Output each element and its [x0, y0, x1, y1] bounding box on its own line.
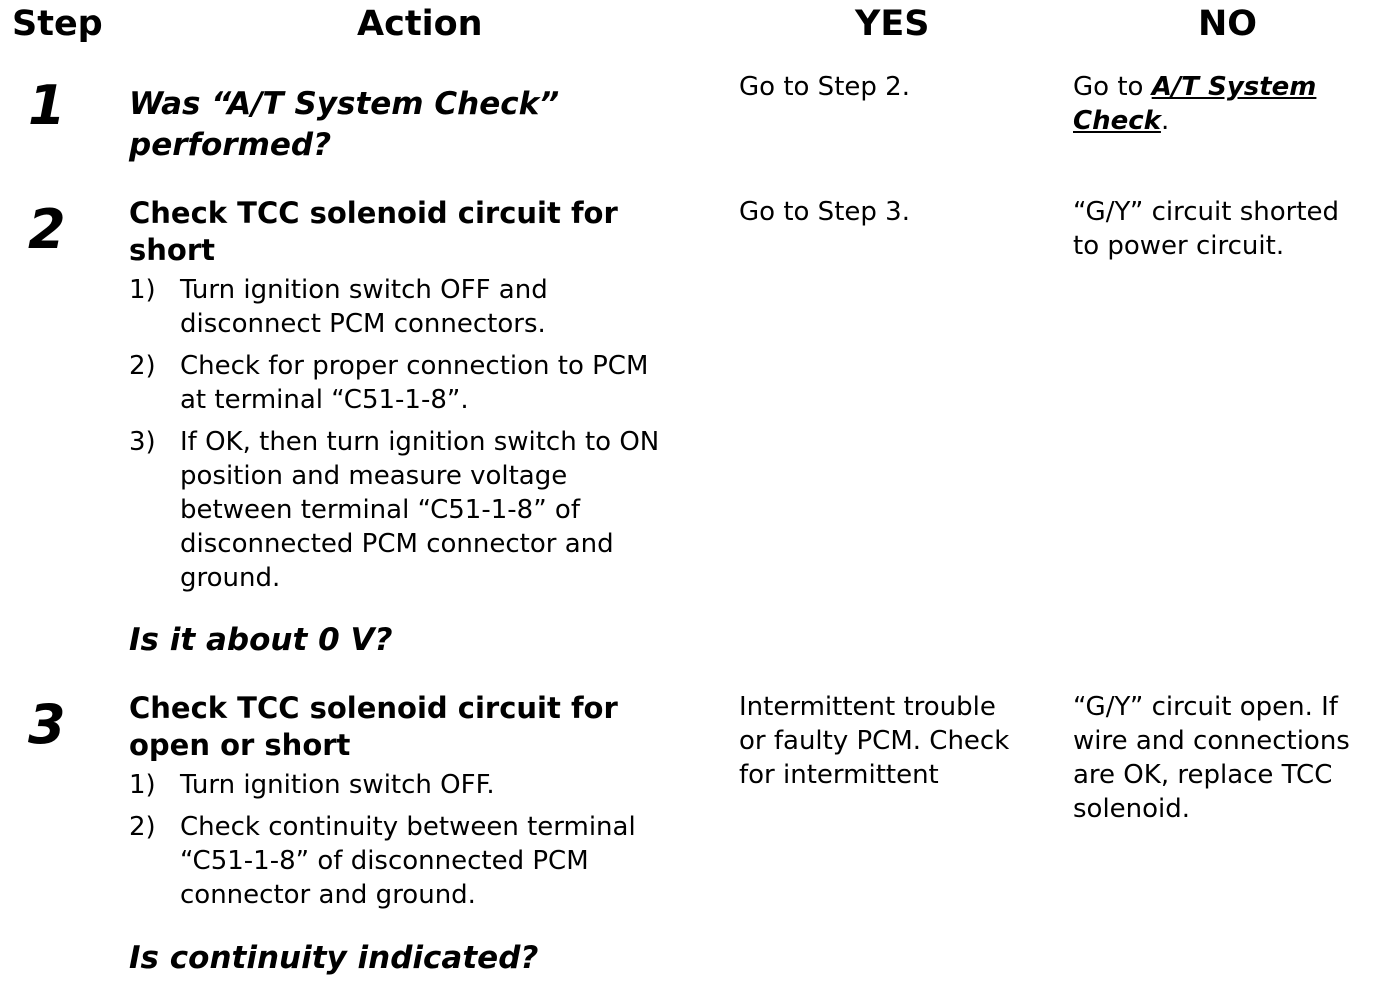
step-1-question-line: performed? — [129, 127, 332, 163]
header-action: Action — [357, 4, 483, 44]
substep-text-line: “C51-1-8” of disconnected PCM — [180, 846, 589, 876]
at-system-check-link[interactable]: A/T System — [1151, 72, 1317, 102]
step-2-substep-3 — [129, 425, 729, 595]
step-2-substep-1 — [129, 273, 729, 341]
step-2-no-line: to power circuit. — [1073, 231, 1285, 261]
step-3-substep-1 — [129, 768, 729, 802]
header-step: Step — [12, 4, 103, 44]
at-system-check-link[interactable]: Check — [1073, 106, 1161, 136]
substep-number: 1) — [129, 770, 156, 800]
substep-text-line: disconnect PCM connectors. — [180, 309, 546, 339]
step-3-no-line: “G/Y” circuit open. If — [1073, 692, 1338, 722]
step-3-yes-line: Intermittent trouble — [739, 692, 996, 722]
substep-text-line: at terminal “C51-1-8”. — [180, 385, 469, 415]
substep-text-line: ground. — [180, 563, 281, 593]
step-2-no-line: “G/Y” circuit shorted — [1073, 197, 1340, 227]
substep-text-line: Check for proper connection to PCM — [180, 351, 649, 381]
step-2-title-line: short — [129, 233, 215, 267]
step-1-no — [1073, 70, 1373, 138]
step-3-substep-2 — [129, 810, 729, 912]
step-2-action — [129, 195, 729, 595]
step-2-question: Is it about 0 V? — [129, 622, 393, 658]
step-3-number: 3 — [28, 693, 66, 756]
step-2-substep-2 — [129, 349, 729, 417]
substep-text-line: position and measure voltage — [180, 461, 568, 491]
step-1-action — [129, 84, 729, 166]
header-yes: YES — [855, 4, 930, 44]
step-3-yes-line: for intermittent — [739, 760, 939, 790]
step-3-yes — [739, 690, 1059, 792]
step-1-no-prefix: Go to — [1073, 72, 1144, 102]
substep-number: 1) — [129, 275, 156, 305]
substep-text-line: between terminal “C51-1-8” of — [180, 495, 580, 525]
substep-text-line: If OK, then turn ignition switch to ON — [180, 427, 660, 457]
step-1-question-line: Was “A/T System Check” — [129, 86, 560, 122]
step-3-no-line: wire and connections — [1073, 726, 1350, 756]
substep-text-line: connector and ground. — [180, 880, 476, 910]
step-3-action — [129, 690, 729, 912]
step-1-number: 1 — [28, 74, 66, 137]
step-2-no — [1073, 195, 1383, 263]
step-3-title-line: open or short — [129, 728, 351, 762]
substep-number: 2) — [129, 812, 156, 842]
substep-number: 3) — [129, 427, 156, 457]
substep-text-line: Check continuity between terminal — [180, 812, 636, 842]
step-3-question: Is continuity indicated? — [129, 940, 539, 976]
step-1-yes: Go to Step 2. — [739, 72, 910, 102]
step-1-no-suffix: . — [1160, 106, 1170, 136]
header-no: NO — [1198, 4, 1258, 44]
step-3-no-line: solenoid. — [1073, 794, 1191, 824]
step-2-title-line: Check TCC solenoid circuit for — [129, 196, 618, 230]
step-2-yes: Go to Step 3. — [739, 197, 910, 227]
substep-text-line: disconnected PCM connector and — [180, 529, 614, 559]
step-3-no — [1073, 690, 1383, 826]
substep-text-line: Turn ignition switch OFF and — [180, 275, 548, 305]
step-2-number: 2 — [28, 198, 66, 261]
step-3-no-line: are OK, replace TCC — [1073, 760, 1333, 790]
step-3-yes-line: or faulty PCM. Check — [739, 726, 1010, 756]
substep-text-line: Turn ignition switch OFF. — [180, 770, 495, 800]
step-3-title-line: Check TCC solenoid circuit for — [129, 691, 618, 725]
substep-number: 2) — [129, 351, 156, 381]
